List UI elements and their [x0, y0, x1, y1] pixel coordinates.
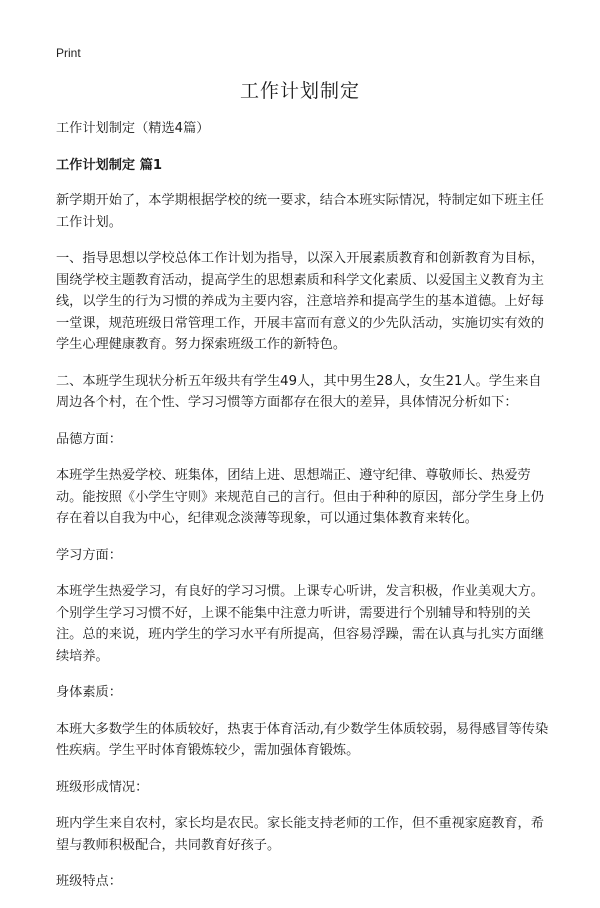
paragraph-morality: 本班学生热爱学校、班集体，团结上进、思想端正、遵守纪律、尊敬师长、热爱劳动。能按照《小学生守则》来规范自己的言行。但由于种种的原因，部分学生身上仍存在着以自我为中心，纪律观念淡薄等现象，可以通过集体教育来转化。: [56, 468, 544, 526]
paragraph-class-formation: 班内学生来自农村，家长均是农民。家长能支持老师的工作，但不重视家庭教育，希望与教师积极配合，共同教育好孩子。: [56, 816, 544, 853]
label-class-features: 班级特点：: [56, 874, 122, 889]
label-morality: 品德方面：: [56, 431, 122, 447]
document-body: [56, 118, 552, 908]
label-physical: 身体素质：: [56, 685, 122, 700]
paragraph-guiding-ideology: 一、指导思想以学校总体工作计划为指导，以深入开展素质教育和创新教育为目标，围绕学校主题教育活动，提高学生的思想素质和科学文化素质、以爱国主义教育为主线，以学生的行为习惯的养成为主要内容，注意培养和提高学生的基本道德。上好每一堂课，规范班级日常管理工作，开展丰富而有意义的少先队活动，实施切实有效的学生心理健康教育。努力探索班级工作的新特色。: [56, 251, 544, 352]
document-title: 工作计划制定: [239, 80, 360, 102]
document-subtitle: 工作计划制定（精选4篇）: [56, 121, 210, 136]
label-study: 学习方面：: [56, 547, 122, 563]
section-heading: 工作计划制定 篇1: [56, 157, 163, 173]
print-link[interactable]: Print: [56, 46, 81, 60]
label-class-formation: 班级形成情况：: [56, 779, 149, 795]
paragraph-study: 本班学生热爱学习，有良好的学习习惯。上课专心听讲，发言积极，作业美观大方。个别学生学习习惯不好，上课不能集中注意力听讲，需要进行个别辅导和特别的关注。总的来说，班内学生的学习水平有所提高，但容易浮躁，需在认真与扎实方面继续培养。: [56, 584, 544, 664]
paragraph-physical: 本班大多数学生的体质较好，热衷于体育活动,有少数学生体质较弱，易得感冒等传染性疾病。学生平时体育锻炼较少，需加强体育锻炼。: [56, 721, 549, 758]
paragraph-intro: 新学期开始了，本学期根据学校的统一要求，结合本班实际情况，特制定如下班主任工作计划。: [56, 193, 544, 230]
paragraph-class-analysis: 二、本班学生现状分析五年级共有学生49人，其中男生28人，女生21人。学生来自周边各个村，在个性、学习习惯等方面都存在很大的差异，具体情况分析如下：: [56, 373, 542, 410]
